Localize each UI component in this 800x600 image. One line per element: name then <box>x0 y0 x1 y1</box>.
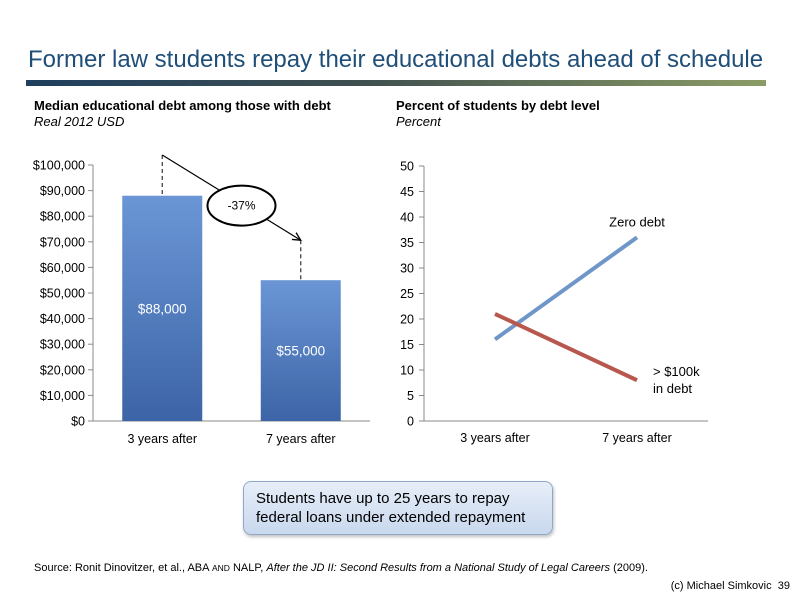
bar-y-tick-label: $10,000 <box>39 388 85 403</box>
source-citation <box>34 562 648 574</box>
bar-y-tick-label: $20,000 <box>39 363 85 378</box>
bar-y-tick-label: $50,000 <box>39 286 85 301</box>
bar-y-tick-label: $100,000 <box>32 158 85 173</box>
line-y-tick-label: 20 <box>400 312 414 327</box>
bar-chart-subtitle: Real 2012 USD <box>34 114 125 129</box>
over-100k-line <box>495 314 637 380</box>
line-chart <box>400 160 708 446</box>
line-y-tick-label: 35 <box>400 236 414 250</box>
bar-chart-title: Median educational debt among those with debt <box>34 98 331 113</box>
bar-x-tick-label: 3 years after <box>127 432 197 446</box>
bar-y-tick-label: $90,000 <box>39 184 85 199</box>
line-y-tick-label: 5 <box>407 389 414 403</box>
bar-y-tick-label: $40,000 <box>39 312 85 327</box>
zero-debt-label: Zero debt <box>609 214 665 230</box>
line-y-tick-label: 30 <box>400 261 414 276</box>
source-title: After the JD II: Second Results from a National Study of Legal Careers <box>266 562 611 574</box>
line-chart-title: Percent of students by debt level <box>396 98 600 113</box>
bar-chart <box>33 155 370 446</box>
slide-title: Former law students repay their educational debts ahead of schedule <box>28 46 764 73</box>
source-prefix: Source: Ronit Dinovitzer, et al., ABA <box>34 562 212 574</box>
line-y-tick-label: 10 <box>400 363 414 378</box>
line-x-tick-label: 7 years after <box>602 431 672 445</box>
line-x-tick-label: 3 years after <box>460 431 530 445</box>
line-y-tick-label: 15 <box>400 338 414 352</box>
bar-y-tick-label: $30,000 <box>39 337 85 352</box>
line-chart-subtitle: Percent <box>396 114 441 129</box>
extended-repayment-note: Students have up to 25 years to repay federal loans under extended repayment <box>243 481 553 535</box>
bar-y-tick-label: $70,000 <box>39 235 85 250</box>
copyright-footer <box>671 580 790 592</box>
line-y-tick-label: 40 <box>400 210 414 225</box>
source-mid: NALP, <box>229 562 267 574</box>
bar-x-tick-label: 7 years after <box>266 432 336 446</box>
line-y-tick-label: 50 <box>400 159 414 174</box>
bar-y-tick-label: $0 <box>71 414 85 429</box>
over-100k-label-line: > $100k <box>653 364 700 380</box>
page-number: 39 <box>777 580 790 592</box>
change-percent-label: -37% <box>227 198 256 213</box>
copyright-text: (c) Michael Simkovic <box>670 580 772 592</box>
source-suffix: (2009). <box>610 562 648 574</box>
line-y-tick-label: 45 <box>400 185 414 199</box>
line-y-tick-label: 0 <box>407 414 414 429</box>
bar-value-label: $55,000 <box>276 343 326 359</box>
source-and: AND <box>211 563 230 573</box>
over-100k-label-line: in debt <box>653 381 693 397</box>
bar-value-label: $88,000 <box>137 301 187 317</box>
bar-y-tick-label: $80,000 <box>39 209 85 224</box>
over-100k-label <box>653 364 700 396</box>
bar-y-tick-label: $60,000 <box>39 260 85 275</box>
line-y-tick-label: 25 <box>400 287 414 301</box>
